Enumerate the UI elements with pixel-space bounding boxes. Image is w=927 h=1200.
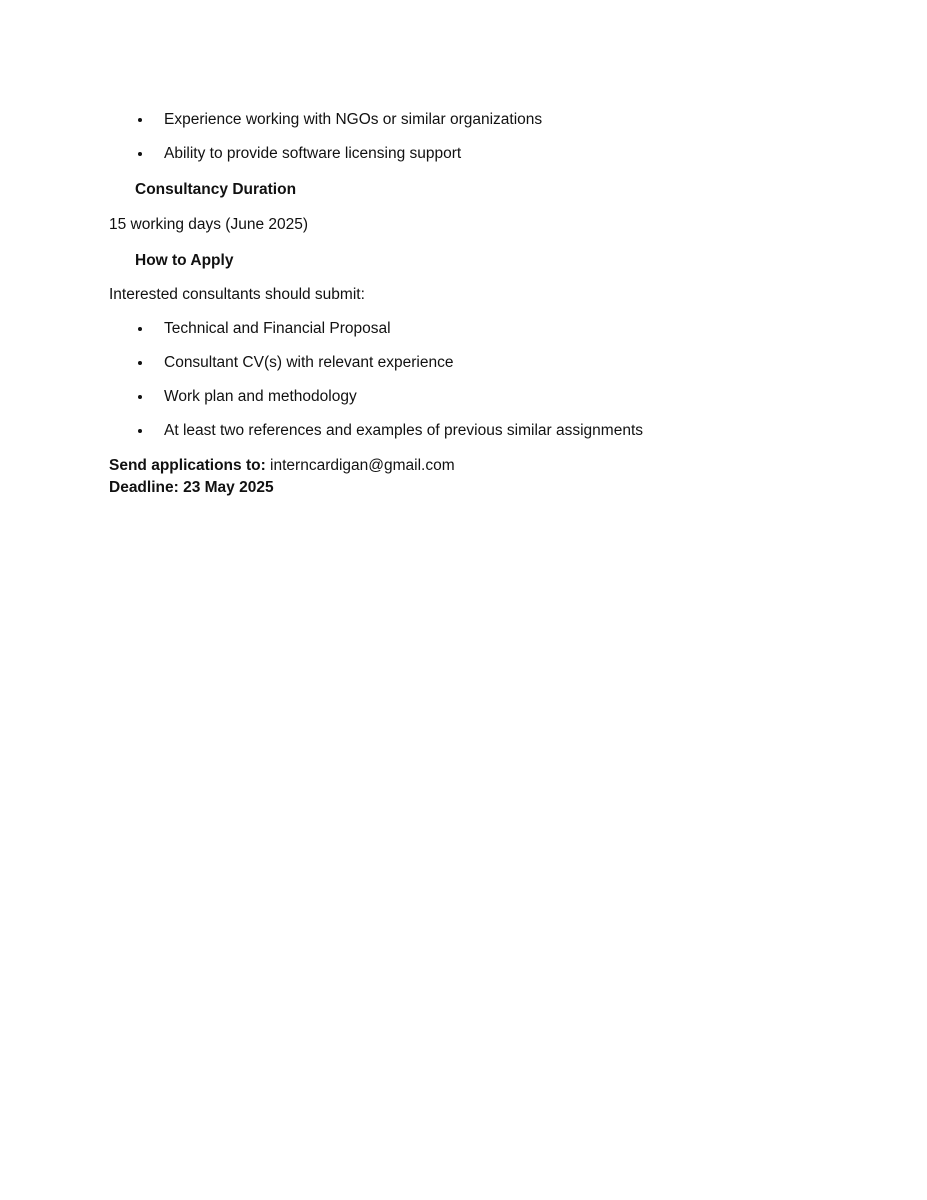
email-link[interactable]: interncardigan@gmail.com [270, 457, 455, 474]
bullet-icon [138, 152, 142, 156]
bullet-icon [138, 118, 142, 122]
bullet-icon [138, 361, 142, 365]
duration-text: 15 working days (June 2025) [109, 216, 309, 233]
deadline-value: 23 May 2025 [183, 479, 274, 496]
list-item: Work plan and methodology [164, 388, 357, 405]
list-item: At least two references and examples of previous similar assignments [164, 422, 643, 439]
list-item: Ability to provide software licensing support [164, 145, 462, 162]
bullet-icon [138, 429, 142, 433]
send-label: Send applications to: [109, 457, 266, 474]
send-applications-line [109, 456, 455, 476]
duration-heading: Consultancy Duration [135, 181, 297, 198]
list-item: Experience working with NGOs or similar organizations [164, 111, 543, 128]
list-item: Consultant CV(s) with relevant experience [164, 354, 454, 371]
apply-heading: How to Apply [135, 252, 234, 269]
apply-intro: Interested consultants should submit: [109, 286, 365, 303]
bullet-icon [138, 395, 142, 399]
bullet-icon [138, 327, 142, 331]
deadline-label: Deadline: [109, 479, 179, 496]
deadline-line [109, 478, 274, 498]
list-item: Technical and Financial Proposal [164, 320, 391, 337]
